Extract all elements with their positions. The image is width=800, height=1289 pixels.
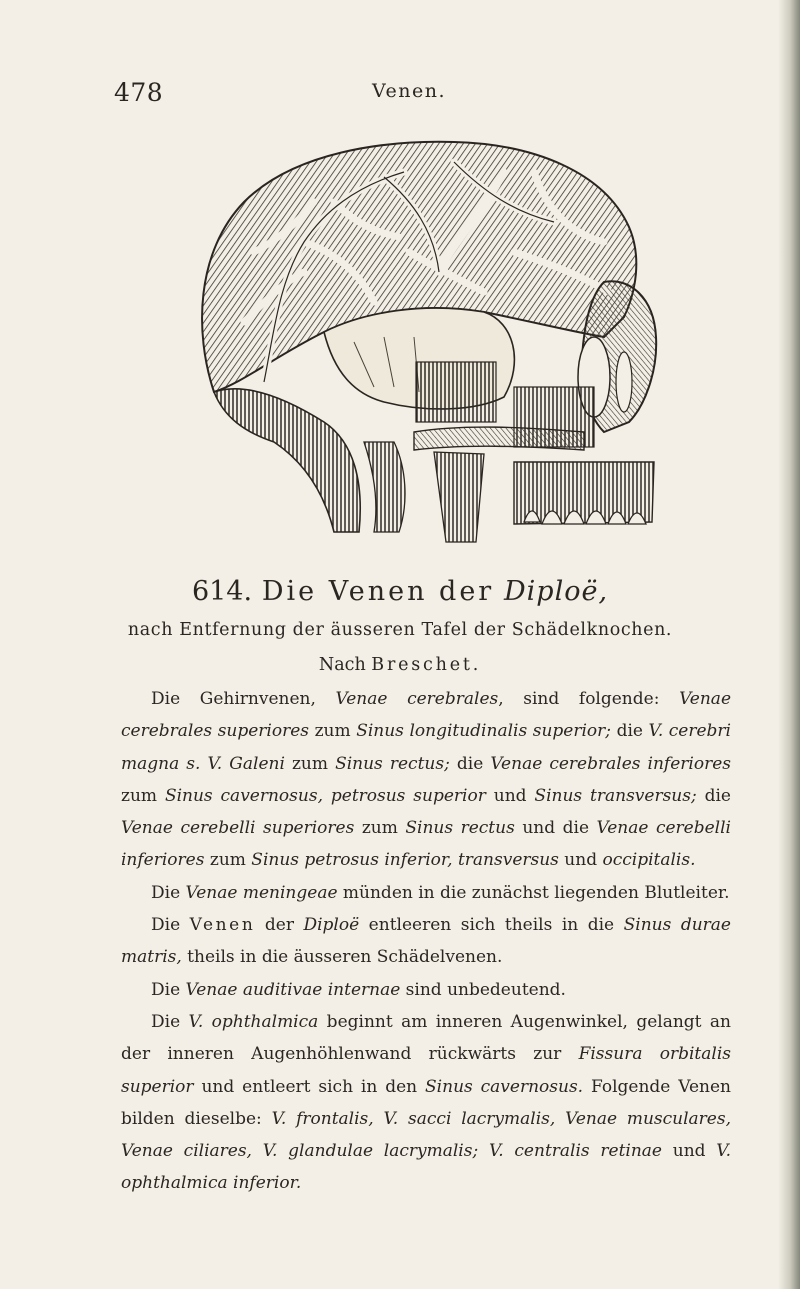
page-number: 478	[114, 78, 164, 107]
text-run: Sinus cavernosus.	[425, 1076, 584, 1097]
text-run: sind unbedeutend.	[400, 979, 566, 1000]
figure-number: 614.	[191, 576, 253, 607]
text-run: Die	[151, 979, 186, 1000]
running-head: Venen.	[372, 80, 446, 102]
text-run: münden in die zunächst liegenden Blutleiter.	[337, 882, 730, 903]
text-run: Fissura orbitalis superior	[121, 1044, 731, 1097]
text-run: zum	[121, 785, 165, 806]
text-run: Diploë	[303, 915, 360, 936]
text-run: und	[662, 1141, 717, 1162]
text-run: und	[485, 785, 535, 806]
text-run: Die	[151, 915, 190, 936]
paragraph-cerebral-veins	[121, 683, 731, 877]
page-edge-shadow	[778, 0, 800, 1289]
paragraph-ophthalmic-vein	[121, 1006, 731, 1200]
paragraph-diploe-veins	[121, 909, 731, 974]
text-run: der	[255, 915, 304, 936]
text-run: occipitalis.	[602, 850, 696, 871]
text-run: Sinus rectus;	[335, 753, 450, 774]
text-run: Die	[151, 882, 186, 903]
text-run: V. ophthalmica inferior.	[121, 1141, 732, 1194]
figure-title-italic: Diploë,	[504, 576, 609, 607]
text-run: Venae cerebrales inferiores	[490, 753, 731, 774]
text-run: Sinus longitudinalis superior;	[356, 721, 612, 742]
text-run: und die	[514, 818, 597, 839]
text-run: Sinus rectus	[405, 818, 515, 839]
skull-illustration	[184, 132, 664, 554]
text-run: entleeren sich theils in die	[359, 915, 624, 936]
figure-title-text: Die Venen der	[261, 576, 495, 607]
text-run: Venen	[189, 915, 256, 936]
text-run: V. frontalis, V. sacci lacrymalis, Venae musculares, Venae ciliares, V. glandulae lacrymalis; V. centralis retinae	[121, 1108, 731, 1162]
figure-source	[0, 655, 800, 675]
text-run: Sinus durae matris,	[121, 915, 731, 968]
figure-source-prefix: Nach	[318, 655, 366, 675]
paragraph-meningeal-veins	[121, 877, 731, 909]
text-run: Sinus cavernosus, petrosus superior	[164, 785, 486, 806]
text-run: Venae meningeae	[185, 882, 338, 903]
text-run: die	[611, 721, 649, 742]
text-run: Sinus transversus;	[534, 785, 697, 806]
text-run: Venae cerebrales	[335, 689, 499, 709]
text-run: Folgende Venen bilden dieselbe:	[121, 1076, 731, 1129]
text-run: die	[449, 753, 491, 774]
text-run: zum	[204, 850, 252, 871]
text-run: die	[696, 785, 731, 806]
figure-caption-title	[0, 576, 800, 607]
text-run: Venae cerebelli inferiores	[121, 818, 731, 871]
text-run: Venae auditivae internae	[185, 979, 401, 1000]
text-run: theils in die äusseren Schädelvenen.	[181, 947, 503, 968]
text-run: und	[558, 850, 603, 871]
figure-caption-subtitle: nach Entfernung der äusseren Tafel der Schädelknochen.	[127, 620, 673, 640]
text-run: Venae cerebrales superiores	[121, 689, 731, 742]
text-run: V. cerebri magna s. V. Galeni	[121, 721, 731, 774]
text-run: Sinus petrosus inferior, transversus	[251, 850, 559, 871]
text-run: zum	[284, 753, 336, 774]
page-header	[0, 70, 800, 110]
text-run: V. ophthalmica	[188, 1011, 319, 1032]
text-run: zum	[354, 818, 406, 839]
text-run: Die Gehirnvenen,	[151, 689, 336, 709]
figure-source-author: Breschet.	[371, 655, 482, 675]
skull-diploe-veins-icon	[184, 132, 664, 554]
text-run: und entleert sich in den	[193, 1076, 426, 1097]
text-run: zum	[309, 721, 357, 742]
text-run: Die	[151, 1011, 189, 1032]
text-run: Venae cerebelli superiores	[121, 818, 355, 839]
paragraph-auditory-veins	[121, 974, 731, 1006]
text-run: , sind folgende:	[498, 689, 680, 709]
body-text	[121, 683, 731, 1200]
text-run: beginnt am inneren Augenwinkel, gelangt an der inneren Augenhöhlenwand rückwärts zur	[121, 1011, 731, 1065]
